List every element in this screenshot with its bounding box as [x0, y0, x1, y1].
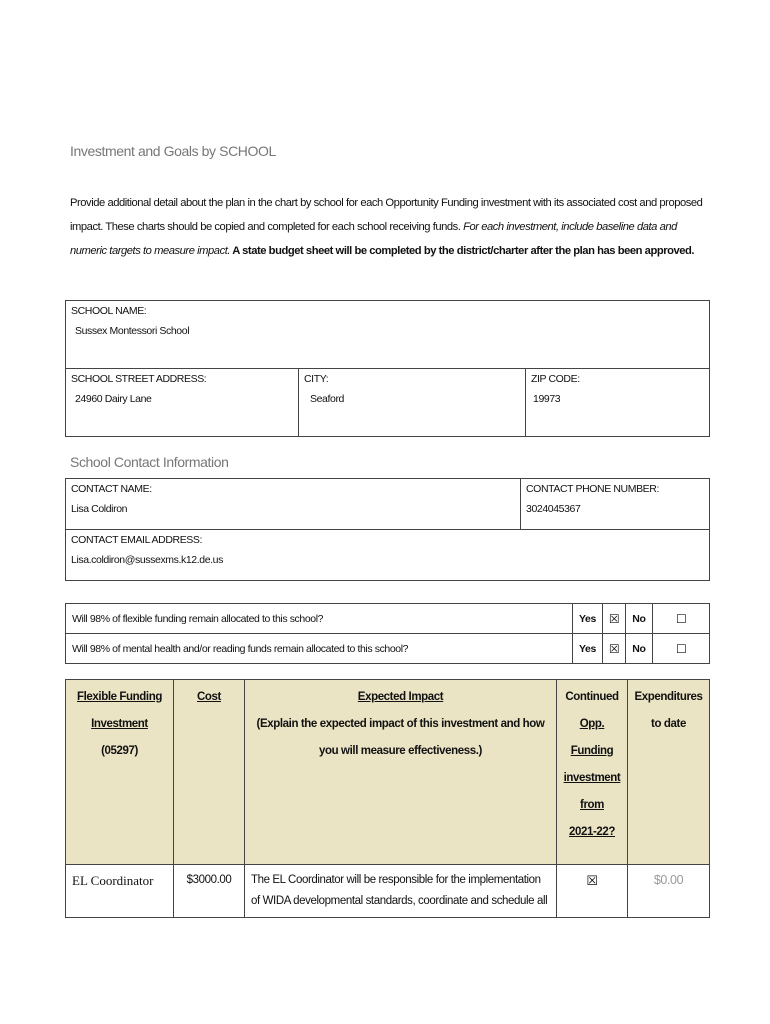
contact-phone-label: CONTACT PHONE NUMBER: [526, 483, 659, 495]
intro-paragraph [70, 191, 710, 263]
contact-name-cell [66, 479, 521, 530]
no-checkbox[interactable]: ☐ [653, 604, 710, 634]
contact-email-value: Lisa.coldiron@sussexms.k12.de.us [71, 554, 223, 566]
question-row [66, 634, 710, 664]
question-row [66, 604, 710, 634]
address-value: 24960 Dairy Lane [75, 393, 152, 405]
header-continued-line2: Opp. [579, 718, 605, 730]
contact-name-label: CONTACT NAME: [71, 483, 152, 495]
school-name-cell [66, 301, 710, 369]
investment-impact: The EL Coordinator will be responsible for the implementation of WIDA developmental standards, coordinate and schedule all [245, 865, 557, 918]
address-cell [66, 369, 299, 437]
zip-label: ZIP CODE: [531, 373, 580, 385]
header-impact [245, 680, 557, 865]
intro-italic-text: For each investment, include baseline data and numeric targets to measure impact. [70, 221, 677, 257]
no-label: No [626, 604, 653, 634]
investment-expenditures: $0.00 [628, 865, 710, 918]
question-text: Will 98% of flexible funding remain allocated to this school? [66, 604, 573, 634]
header-continued-line1: Continued [565, 691, 619, 703]
investment-row [66, 865, 710, 918]
section-title: Investment and Goals by SCHOOL [70, 143, 276, 159]
yes-checkbox[interactable]: ☒ [602, 634, 625, 664]
investment-table [65, 679, 710, 918]
contact-section-title: School Contact Information [70, 454, 229, 470]
school-name-value: Sussex Montessori School [75, 325, 190, 337]
city-cell [299, 369, 526, 437]
header-continued [557, 680, 628, 865]
contact-phone-value: 3024045367 [526, 503, 581, 515]
address-label: SCHOOL STREET ADDRESS: [71, 373, 207, 385]
school-info-table [65, 300, 710, 437]
zip-value: 19973 [533, 393, 561, 405]
school-name-label: SCHOOL NAME: [71, 305, 147, 317]
intro-text: Provide additional detail about the plan in the chart by school for each Opportunity Funding investment with its associated cost and proposed impact. These charts should be copied and completed for each school receiving funds. [70, 197, 703, 233]
header-impact-title: Expected Impact [357, 691, 444, 703]
investment-name: EL Coordinator [66, 865, 174, 918]
contact-phone-cell [521, 479, 710, 530]
header-continued-line4: investment [563, 772, 621, 784]
header-expenditures: Expenditures to date [628, 680, 710, 865]
header-continued-line5: from [580, 799, 604, 811]
header-cost [174, 680, 245, 865]
yes-label: Yes [573, 604, 603, 634]
zip-cell [526, 369, 710, 437]
contact-email-cell [66, 530, 710, 581]
contact-name-value: Lisa Coldiron [71, 503, 128, 515]
city-value: Seaford [310, 393, 344, 405]
no-checkbox[interactable]: ☐ [653, 634, 710, 664]
header-cost-label: Cost [197, 691, 221, 703]
header-investment [66, 680, 174, 865]
header-continued-line6: 2021-22? [568, 826, 616, 838]
investment-header-row [66, 680, 710, 865]
allocation-questions-table [65, 603, 710, 664]
yes-label: Yes [573, 634, 603, 664]
header-investment-code: (05297) [101, 745, 138, 757]
city-label: CITY: [304, 373, 329, 385]
question-text: Will 98% of mental health and/or reading funds remain allocated to this school? [66, 634, 573, 664]
yes-checkbox[interactable]: ☒ [602, 604, 625, 634]
investment-cost: $3000.00 [174, 865, 245, 918]
intro-bold-text: A state budget sheet will be completed by the district/charter after the plan has been approved. [230, 245, 695, 257]
header-investment-line1: Flexible Funding [77, 691, 162, 703]
no-label: No [626, 634, 653, 664]
header-continued-line3: Funding [570, 745, 614, 757]
header-impact-desc: (Explain the expected impact of this investment and how you will measure effectiveness.) [256, 718, 545, 757]
contact-info-table [65, 478, 710, 581]
contact-email-label: CONTACT EMAIL ADDRESS: [71, 534, 203, 546]
header-investment-line2: Investment [91, 718, 148, 730]
continued-checkbox[interactable]: ☒ [557, 865, 628, 918]
